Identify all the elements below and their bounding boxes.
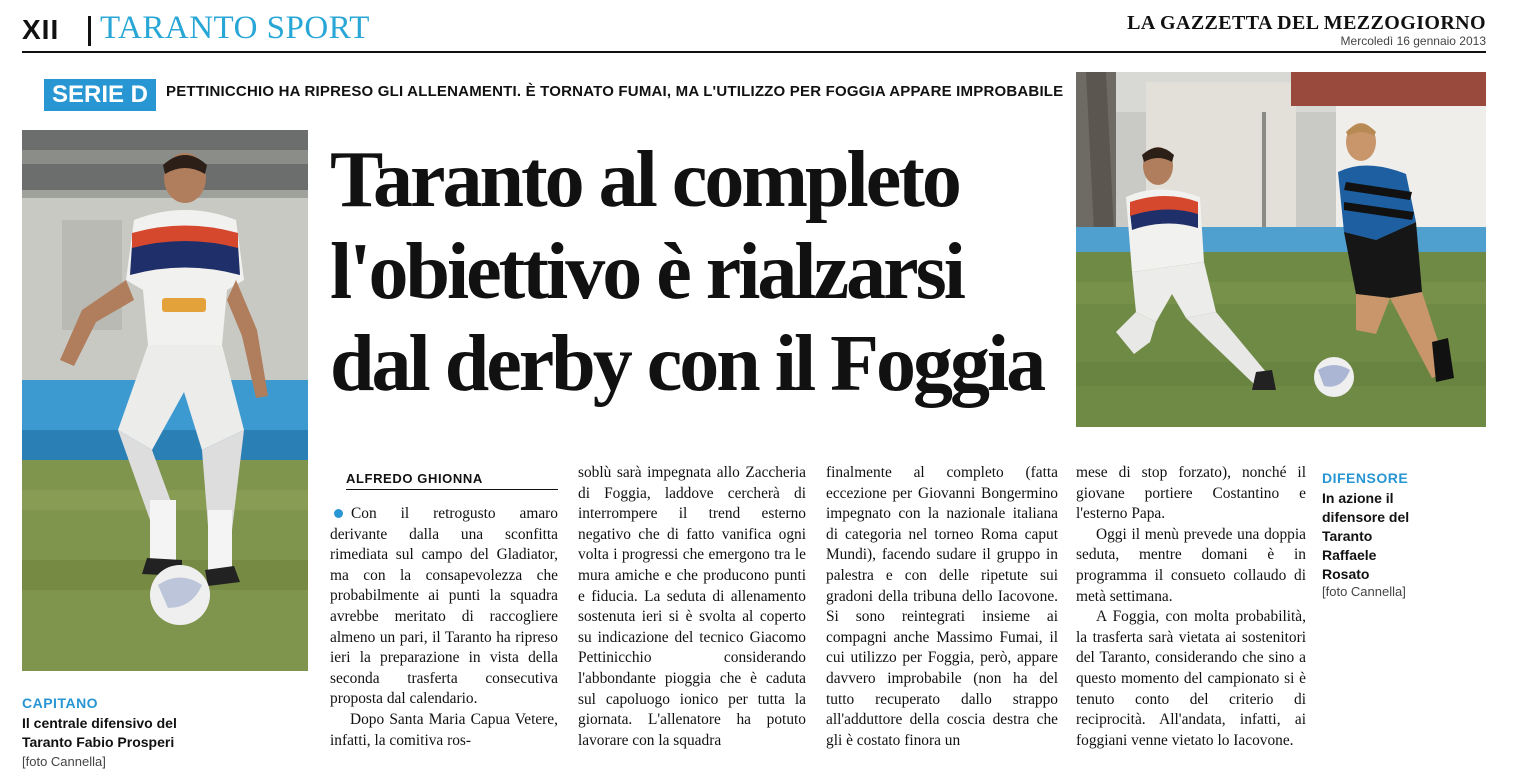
caption-label-left: CAPITANO [22, 695, 99, 711]
byline-rule [346, 489, 558, 490]
photo-credit-left: [foto Cannella] [22, 754, 106, 769]
category-tag: SERIE D [44, 79, 156, 111]
article-column-2 [578, 463, 806, 751]
page-number: XII [22, 14, 60, 45]
newspaper-name: LA GAZZETTA DEL MEZZOGIORNO [1127, 12, 1486, 34]
caption-right [1322, 489, 1409, 584]
headline [330, 134, 1070, 410]
paragraph: A Foggia, con molta probabilità, la trasferta sarà vietata ai sostenitori del Taranto, considerando che sino a questo momento del campionato si è tenuto conto del criterio di reciprocità. All'andata, infatti, ai foggiani venne vietato lo Iacovone. [1076, 608, 1306, 749]
caption-left [22, 714, 177, 752]
byline: ALFREDO GHIONNA [346, 471, 483, 486]
paragraph: Dopo Santa Maria Capua Vetere, infatti, la comitiva ros- [330, 710, 558, 749]
paragraph-text: Con il retrogusto amaro derivante dalla una sconfitta rimediata sul campo del Gladiator, ma con la consapevolezza che probabilmente ai punti la squadra avrebbe meritato di raccogliere almeno un pari, il Taranto ha ripreso ieri la preparazione in vista della seconda trasferta consecutiva proposta dal calendario. [330, 505, 558, 708]
caption-line: difensore del [1322, 509, 1410, 525]
headline-line: dal derby con il Foggia [330, 320, 1044, 408]
header-divider [88, 16, 91, 46]
paragraph [330, 504, 558, 710]
section-title: TARANTO SPORT [100, 10, 370, 46]
article-column-4 [1076, 463, 1306, 751]
article-column-3 [826, 463, 1058, 751]
issue-date: Mercoledì 16 gennaio 2013 [1340, 34, 1486, 48]
paragraph: mese di stop forzato), nonché il giovane portiere Costantino e l'esterno Papa. [1076, 464, 1306, 523]
caption-label-right: DIFENSORE [1322, 470, 1409, 486]
subheadline: PETTINICCHIO HA RIPRESO GLI ALLENAMENTI. È TORNATO FUMAI, MA L'UTILIZZO PER FOGGIA APPARE IMPROBABILE [166, 83, 1064, 100]
paragraph: soblù sarà impegnata allo Zaccheria di Foggia, laddove cercherà di interrompere il trend esterno negativo che di fatto vanifica ogni volta i progressi che emergono tra le mura amiche e che producono punti e fiducia. La seduta di allenamento sostenuta ieri si è svolta al coperto su indicazione del tecnico Giacomo Pettinicchio considerando l'abbondante pioggia che è caduta sul capoluogo ionico per tutta la giornata. L'allenatore ha potuto lavorare con la squadra [578, 464, 806, 749]
headline-line: Taranto al completo [330, 136, 959, 224]
caption-line: Raffaele [1322, 547, 1377, 563]
bullet-icon [334, 509, 343, 518]
paragraph: Oggi il menù prevede una doppia seduta, mentre domani è in programma il consueto collaudo di metà settimana. [1076, 525, 1306, 605]
article-column-1 [330, 504, 558, 751]
headline-line: l'obiettivo è rialzarsi [330, 228, 964, 316]
photo-credit-right: [foto Cannella] [1322, 584, 1406, 599]
caption-line: Taranto [1322, 528, 1373, 544]
header-rule [22, 51, 1486, 53]
photo-player-rosato [1076, 72, 1486, 427]
caption-line: Taranto Fabio Prosperi [22, 734, 175, 750]
caption-line: Rosato [1322, 566, 1370, 582]
caption-line: Il centrale difensivo del [22, 715, 177, 731]
caption-line: In azione il [1322, 490, 1394, 506]
paragraph: finalmente al completo (fatta eccezione per Giovanni Bongermino impegnato con la nazionale italiana di categoria nel torneo Roma caput Mundi), facendo sudare il gruppo in palestra e con delle ripetute sui gradoni della tribuna dello Iacovone. Si sono reintegrati insieme ai compagni anche Massimo Fumai, il cui utilizzo per Foggia, però, appare davvero improbabile (non ha del tutto recuperato dallo strappo all'adduttore della coscia destra che gli è costato finora un [826, 464, 1058, 749]
photo-player-prosperi [22, 130, 308, 671]
